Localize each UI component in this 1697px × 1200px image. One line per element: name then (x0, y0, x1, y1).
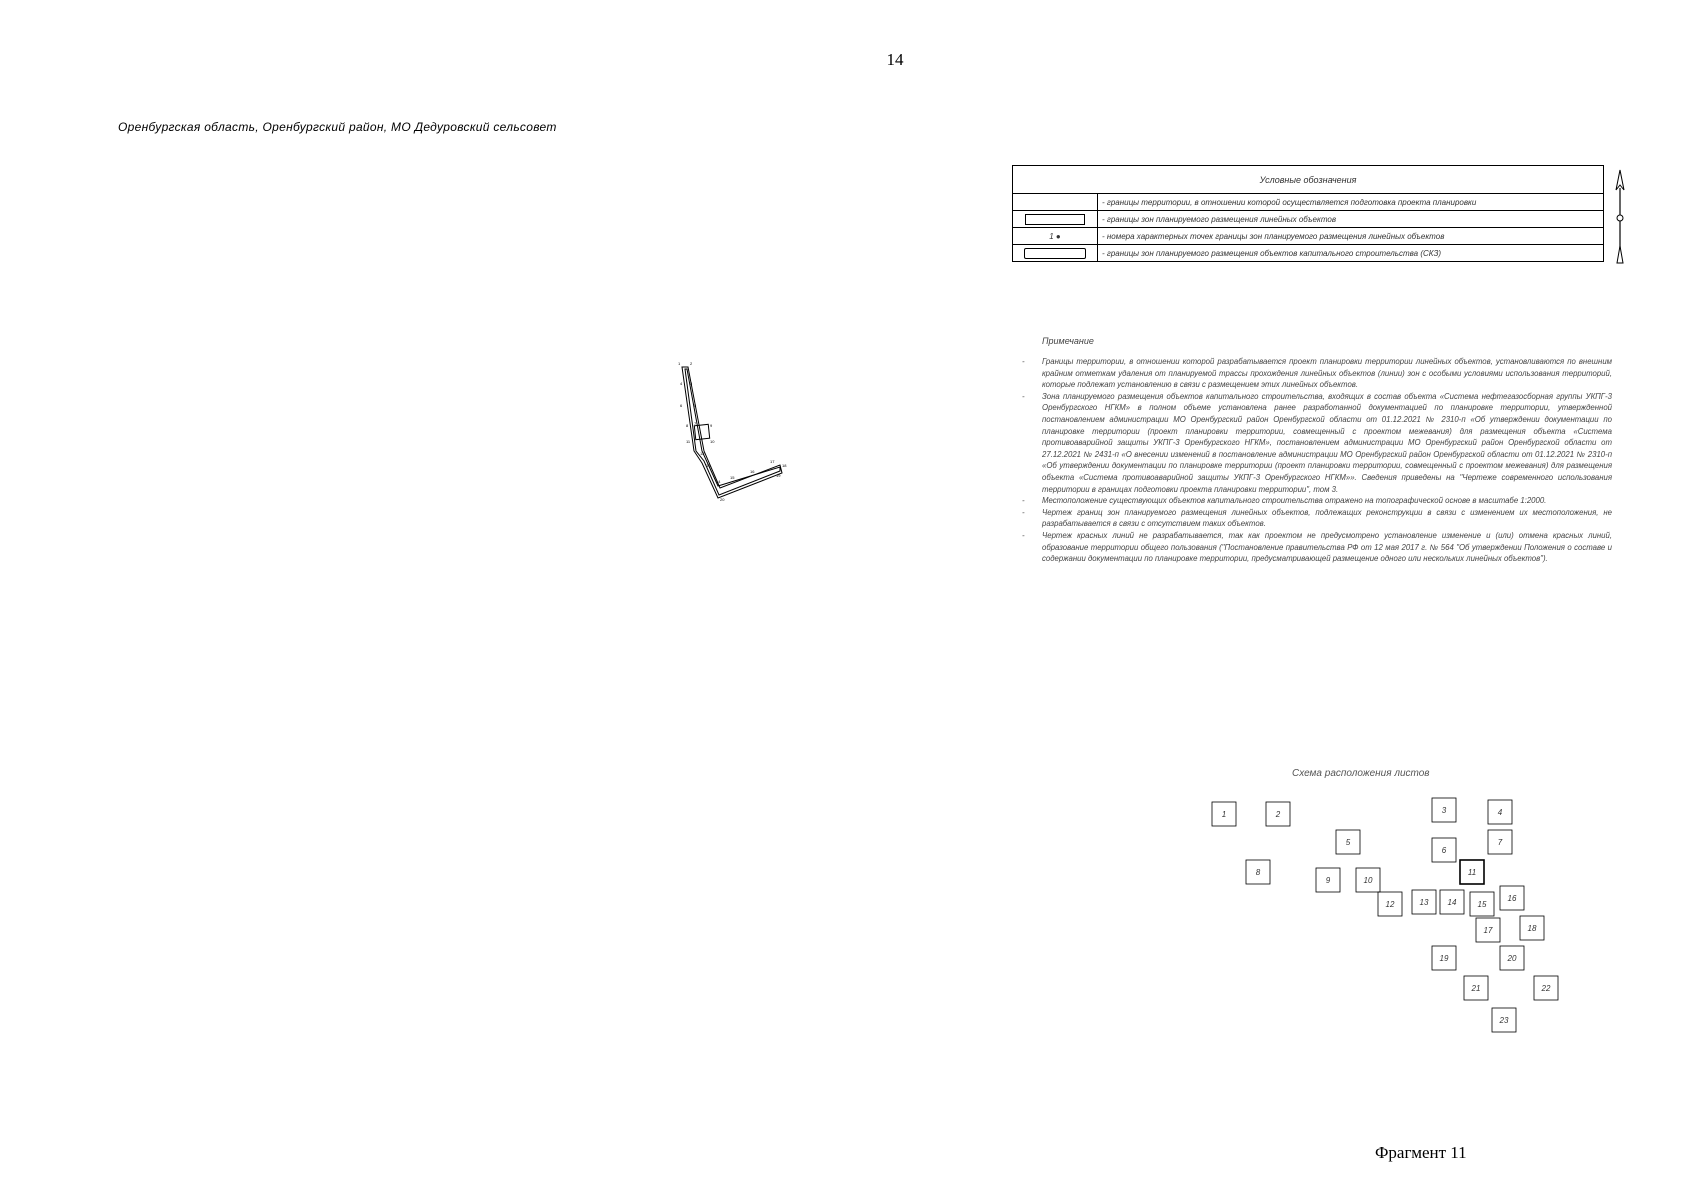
legend-label: - границы зон планируемого размещения объектов капитального строительства (СКЗ) (1098, 245, 1604, 262)
sheet-label: 4 (1497, 808, 1503, 817)
sheet-label: 10 (1363, 876, 1373, 885)
map-point-label: 16 (750, 469, 755, 474)
sheet-tile (1534, 976, 1558, 1000)
sheet-tile (1470, 892, 1494, 916)
sheet-label: 18 (1527, 924, 1537, 933)
sheet-label: 1 (1221, 810, 1227, 819)
sheet-tile (1460, 860, 1484, 884)
sheet-tile (1212, 802, 1236, 826)
map-point-label: 2 (690, 361, 693, 366)
map-point-label: 11 (686, 439, 691, 444)
sheet-tile (1520, 916, 1544, 940)
legend-row (1013, 228, 1604, 245)
map-point-label: 7 (694, 421, 697, 426)
sheet-label: 22 (1541, 984, 1551, 993)
sheet-label: 5 (1345, 838, 1351, 847)
map-point-label: 19 (776, 473, 781, 478)
north-arrow-icon (1610, 168, 1630, 268)
sheet-tile (1488, 800, 1512, 824)
sheet-label: 11 (1467, 868, 1477, 877)
sheet-tile (1440, 890, 1464, 914)
map-point-label: 12 (700, 451, 705, 456)
legend-symbol-territory (1013, 194, 1098, 211)
sheet-tile (1500, 886, 1524, 910)
sheet-scheme-title: Схема расположения листов (1292, 768, 1430, 779)
fragment-label: Фрагмент 11 (1375, 1143, 1467, 1162)
map-point-label: 10 (710, 439, 715, 444)
note-item: - Чертеж красных линий не разрабатывается, так как проектом не предусмотрено установление изменение и (или) отмена красных линий, образование территории общего пользования ("Постановление правительства РФ от 12 мая 2017 г. № 564 "Об утверждении Положения о составе и содержании документации по планировке территории, предусматривающей размещение одного или нескольких линейных объектов"). (1022, 530, 1612, 565)
sheet-label: 13 (1419, 898, 1429, 907)
note-item: - Границы территории, в отношении которой разрабатывается проект планировки территории линейных объектов, установливаются по внешним крайним отметкам удаления от планируемой трассы прохождения линейных объектов (линии) зон с особыми условиями использования территорий, которые подлежат установлению в связи с размещением этих линейных объектов. (1022, 356, 1612, 391)
sheet-label: 12 (1385, 900, 1395, 909)
sheet-tile (1432, 946, 1456, 970)
page-number: 14 (886, 50, 904, 69)
point-dot-icon: ● (1055, 231, 1061, 241)
sheet-tile (1356, 868, 1380, 892)
note-item: - Местоположение существующих объектов капитального строительства отражено на топографической основе в масштабе 1:2000. (1022, 495, 1612, 507)
sheet-label: 9 (1325, 876, 1331, 885)
map-point-label: 3 (690, 381, 693, 386)
sheet-label: 16 (1507, 894, 1517, 903)
sheet-label: 19 (1439, 954, 1449, 963)
notes-title: Примечание (1042, 336, 1094, 346)
map-point-label: 20 (720, 497, 725, 502)
map-point-label: 4 (680, 381, 683, 386)
map-point-label: 1 (678, 361, 681, 366)
sheet-tile (1464, 976, 1488, 1000)
sheet-tile (1412, 890, 1436, 914)
sheet-tile (1492, 1008, 1516, 1032)
sheet-label: 7 (1497, 838, 1503, 847)
legend-label: - границы зон планируемого размещения линейных объектов (1098, 211, 1604, 228)
sheet-label: 2 (1275, 810, 1281, 819)
map-point-label: 18 (782, 463, 787, 468)
map-point-label: 13 (706, 463, 711, 468)
map-point-label: 9 (710, 423, 713, 428)
zone-map (660, 355, 860, 555)
sheet-tile (1316, 868, 1340, 892)
sheet-label: 21 (1471, 984, 1481, 993)
sheet-tile (1336, 830, 1360, 854)
sheet-label: 20 (1507, 954, 1517, 963)
notes-list (1022, 356, 1612, 565)
map-point-label: 8 (686, 423, 689, 428)
sheet-label: 15 (1477, 900, 1487, 909)
legend-row (1013, 245, 1604, 262)
map-point-label: 6 (680, 403, 683, 408)
map-point-label: 15 (730, 475, 735, 480)
legend-symbol-zone (1025, 214, 1085, 225)
legend-label: - номера характерных точек границы зон планируемого размещения линейных объектов (1098, 228, 1604, 245)
skz-site (694, 424, 709, 439)
note-item: - Зона планируемого размещения объектов капитального строительства, входящих в состав объекта «Система нефтегазосборная группы УКПГ-3 Оренбургского НГКМ» в полном объеме установлена ранее разработанной документацией по планировке территории, утвержденной постановлением администрации МО Оренбургский район Оренбургской области от 01.12.2021 № 2310-п «Об утверждении документации по планировке территории (проект планировки территории, совмещенный с проектом межевания) для размещения объекта «Система противоаварийной защиты УКПГ-3 Оренбургского НГКМ», постановлением администрации МО Оренбургский район Оренбургской области от 27.12.2021 № 2431-п «О внесении изменений в постановление администрации МО Оренбургский район Оренбургской области от 01.12.2021 № 2310-п «Об утверждении документации по планировке территории (проект планировки территории, совмещенный с проектом межевания) для размещения объекта «Система противоаварийной защиты УКПГ-3 Оренбургского НГКМ»». Сведения приведены на "Чертеже современного использования территории в границах подготовки проекта планировки территории", том 3. (1022, 391, 1612, 495)
sheet-tile (1246, 860, 1270, 884)
map-point-label: 14 (716, 479, 721, 484)
sheet-label: 23 (1499, 1016, 1509, 1025)
sheet-tile (1432, 838, 1456, 862)
legend-label: - границы территории, в отношении которой осуществляется подготовка проекта планировки (1098, 194, 1604, 211)
map-point-label: 5 (694, 403, 697, 408)
sheet-layout-scheme (1200, 790, 1600, 1060)
sheet-label: 14 (1447, 898, 1457, 907)
legend-table (1012, 165, 1604, 262)
note-item: - Чертеж границ зон планируемого размещения линейных объектов, подлежащих реконструкции в связи с изменением их местоположения, не разрабатывается в связи с отсутствием таких объектов. (1022, 507, 1612, 530)
sheet-label: 8 (1255, 868, 1261, 877)
sheet-label: 6 (1441, 846, 1447, 855)
sheet-label: 3 (1441, 806, 1447, 815)
sheet-label: 17 (1483, 926, 1493, 935)
map-point-label: 17 (770, 459, 775, 464)
legend-point-number: 1 (1049, 231, 1054, 241)
legend-row (1013, 211, 1604, 228)
sheet-tile (1488, 830, 1512, 854)
legend-row (1013, 194, 1604, 211)
region-caption: Оренбургская область, Оренбургский район, МО Дедуровский сельсовет (118, 120, 557, 134)
legend-title: Условные обозначения (1013, 166, 1604, 194)
sheet-tile (1432, 798, 1456, 822)
sheet-tile (1266, 802, 1290, 826)
sheet-tile (1500, 946, 1524, 970)
sheet-tile (1378, 892, 1402, 916)
sheet-tile (1476, 918, 1500, 942)
legend-symbol-skz (1024, 248, 1086, 259)
